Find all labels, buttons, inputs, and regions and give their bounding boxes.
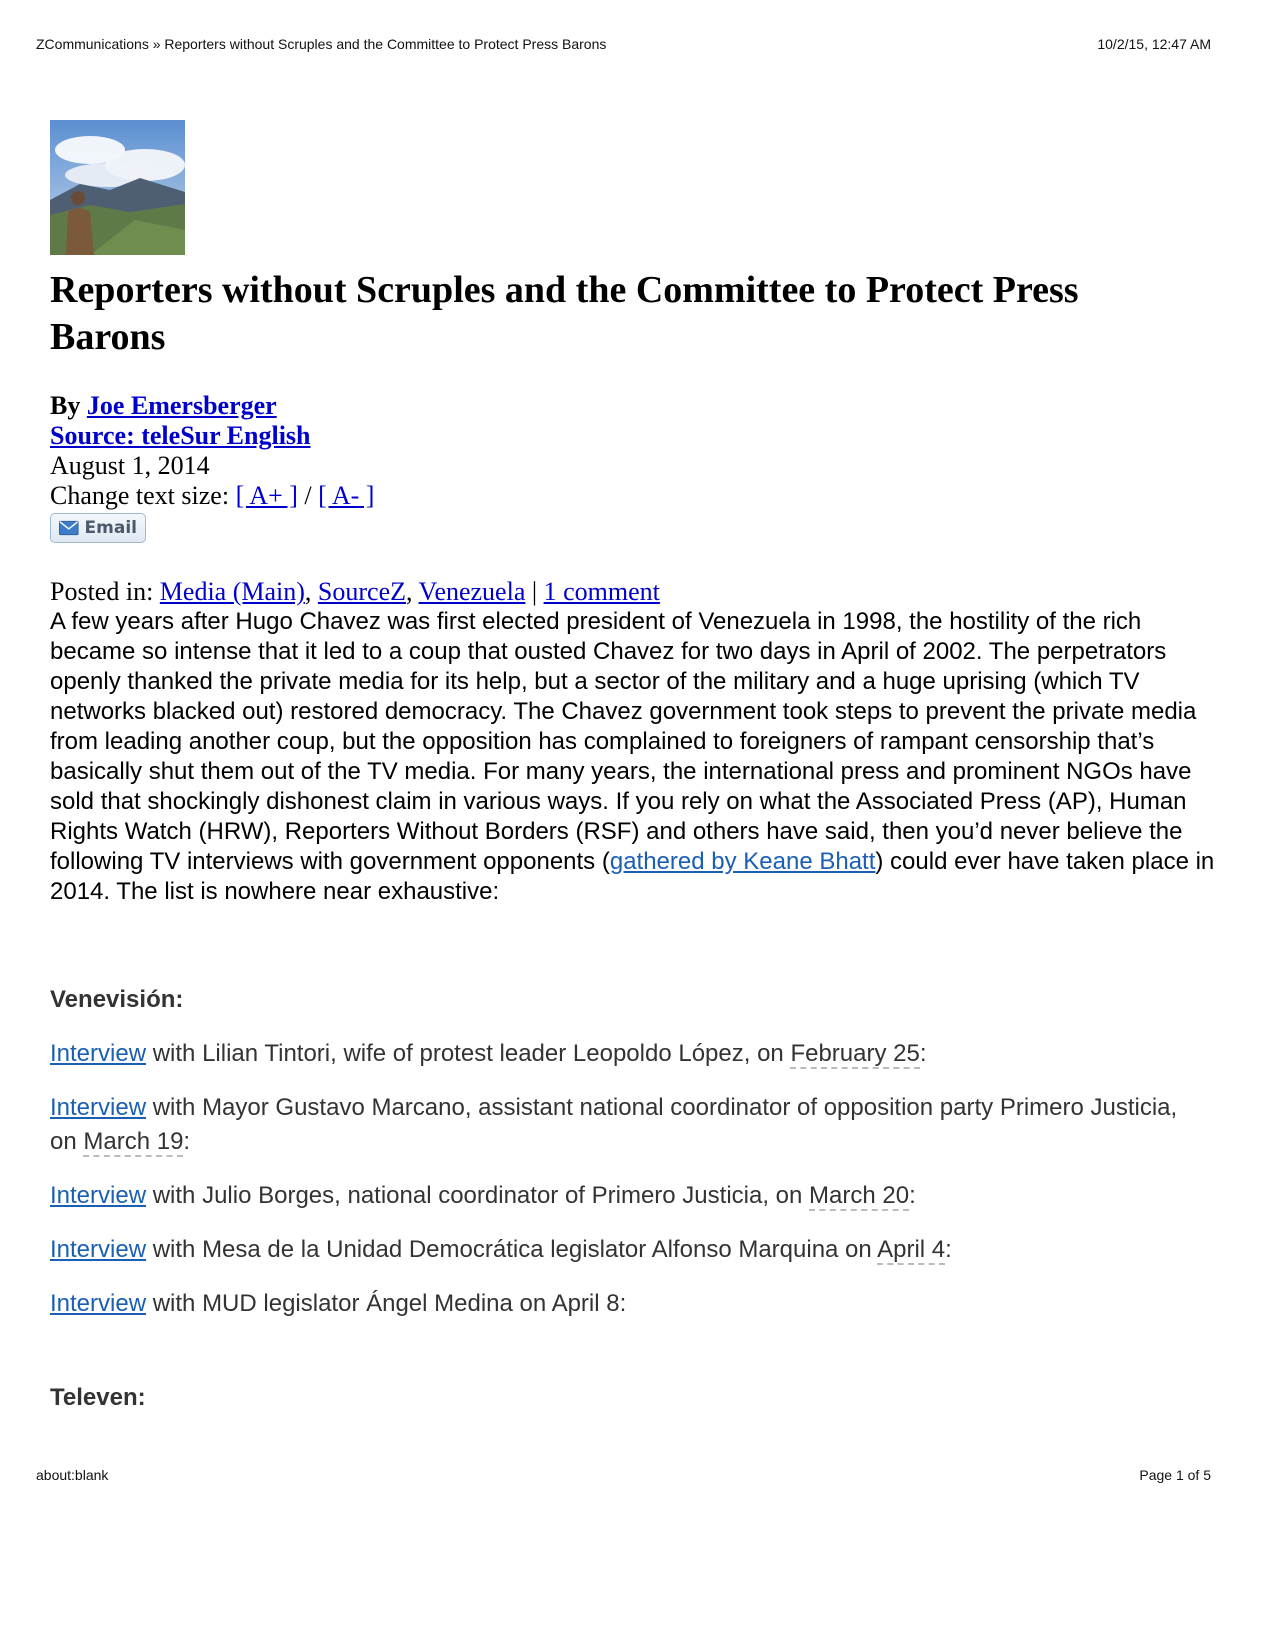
publish-date: August 1, 2014: [50, 451, 210, 480]
print-footer-url: about:blank: [36, 1467, 109, 1483]
date-mark: February 25: [790, 1040, 920, 1067]
text-size-controls: [50, 481, 1230, 511]
article-meta: [50, 391, 1230, 543]
pipe-separator: |: [531, 577, 538, 606]
posted-in-label: Posted in:: [50, 577, 154, 606]
text-size-decrease-link[interactable]: [ A- ]: [318, 481, 375, 510]
text-size-increase-link[interactable]: [ A+ ]: [235, 481, 298, 510]
print-header-datetime: 10/2/15, 12:47 AM: [1097, 36, 1211, 52]
interview-link[interactable]: Interview: [50, 1040, 147, 1067]
posted-in: Posted in: Media (Main), SourceZ, Venezuela | 1 comment: [50, 577, 660, 606]
interview-list: [50, 1037, 1230, 1321]
article: [50, 120, 1230, 1413]
comments-link[interactable]: 1 comment: [543, 577, 660, 606]
text-size-separator: /: [304, 481, 312, 510]
interview-link[interactable]: Interview: [50, 1094, 147, 1121]
byline: [50, 391, 1230, 421]
date-mark: March 19: [83, 1128, 184, 1155]
list-item: Interview with Mesa de la Unidad Democrática legislator Alfonso Marquina on April 4:: [50, 1236, 952, 1263]
print-footer: [36, 1467, 1211, 1483]
section-heading-venevision: Venevisión:: [50, 986, 184, 1013]
keane-bhatt-link[interactable]: gathered by Keane Bhatt: [609, 848, 876, 875]
intro-paragraph: A few years after Hugo Chavez was first elected president of Venezuela in 1998, the hostility of the rich became so intense that it led to a coup that ousted Chavez for two days in April of 2002. The perpetrators openly thanked the private media for its help, but a sector of the military and a huge uprising (which TV networks blacked out) restored democracy. The Chavez government took steps to prevent the private media from leading another coup, but the opposition has complained to foreigners of rampant censorship that’s basically shut them out of the TV media. For many years, the international press and prominent NGOs have sold that shockingly dishonest claim in various ways. If you rely on what the Associated Press (AP), Human Rights Watch (HRW), Reporters Without Borders (RSF) and others have said, then you’d never believe the following TV interviews with government opponents (gathered by Keane Bhatt) could ever have taken place in 2014. The list is nowhere near exhaustive:: [50, 608, 1215, 905]
email-button-label: Email: [84, 518, 137, 538]
envelope-icon: [59, 520, 79, 536]
email-button[interactable]: [50, 513, 146, 543]
interview-link[interactable]: Interview: [50, 1236, 147, 1263]
print-header-title: ZCommunications » Reporters without Scruples and the Committee to Protect Press Barons: [36, 36, 607, 52]
category-link-media[interactable]: Media (Main): [159, 577, 305, 606]
section-heading-televen: Televen:: [50, 1384, 146, 1411]
print-header: [36, 36, 1211, 52]
interview-link[interactable]: Interview: [50, 1182, 147, 1209]
list-item: Interview with Mayor Gustavo Marcano, assistant national coordinator of opposition party Primero Justicia, on March 19:: [50, 1094, 1178, 1155]
list-item: Interview with Julio Borges, national coordinator of Primero Justicia, on March 20:: [50, 1182, 916, 1209]
article-title: Reporters without Scruples and the Committee to Protect Press Barons: [50, 269, 1079, 358]
text-size-label: Change text size:: [50, 481, 230, 510]
by-label: By: [50, 391, 81, 420]
category-link-sourcez[interactable]: SourceZ: [317, 577, 407, 606]
author-photo: [50, 120, 185, 255]
source-line: [50, 421, 1230, 451]
author-link[interactable]: Joe Emersberger: [86, 391, 277, 420]
list-item: Interview with Lilian Tintori, wife of protest leader Leopoldo López, on February 25:: [50, 1040, 927, 1067]
print-footer-page: Page 1 of 5: [1139, 1467, 1211, 1483]
date-mark: March 20: [809, 1182, 910, 1209]
category-link-venezuela[interactable]: Venezuela: [418, 577, 526, 606]
interview-link[interactable]: Interview: [50, 1290, 147, 1317]
source-link[interactable]: Source: teleSur English: [50, 421, 311, 450]
date-mark: April 4: [877, 1236, 946, 1263]
list-item: Interview with MUD legislator Ángel Medina on April 8:: [50, 1290, 627, 1317]
